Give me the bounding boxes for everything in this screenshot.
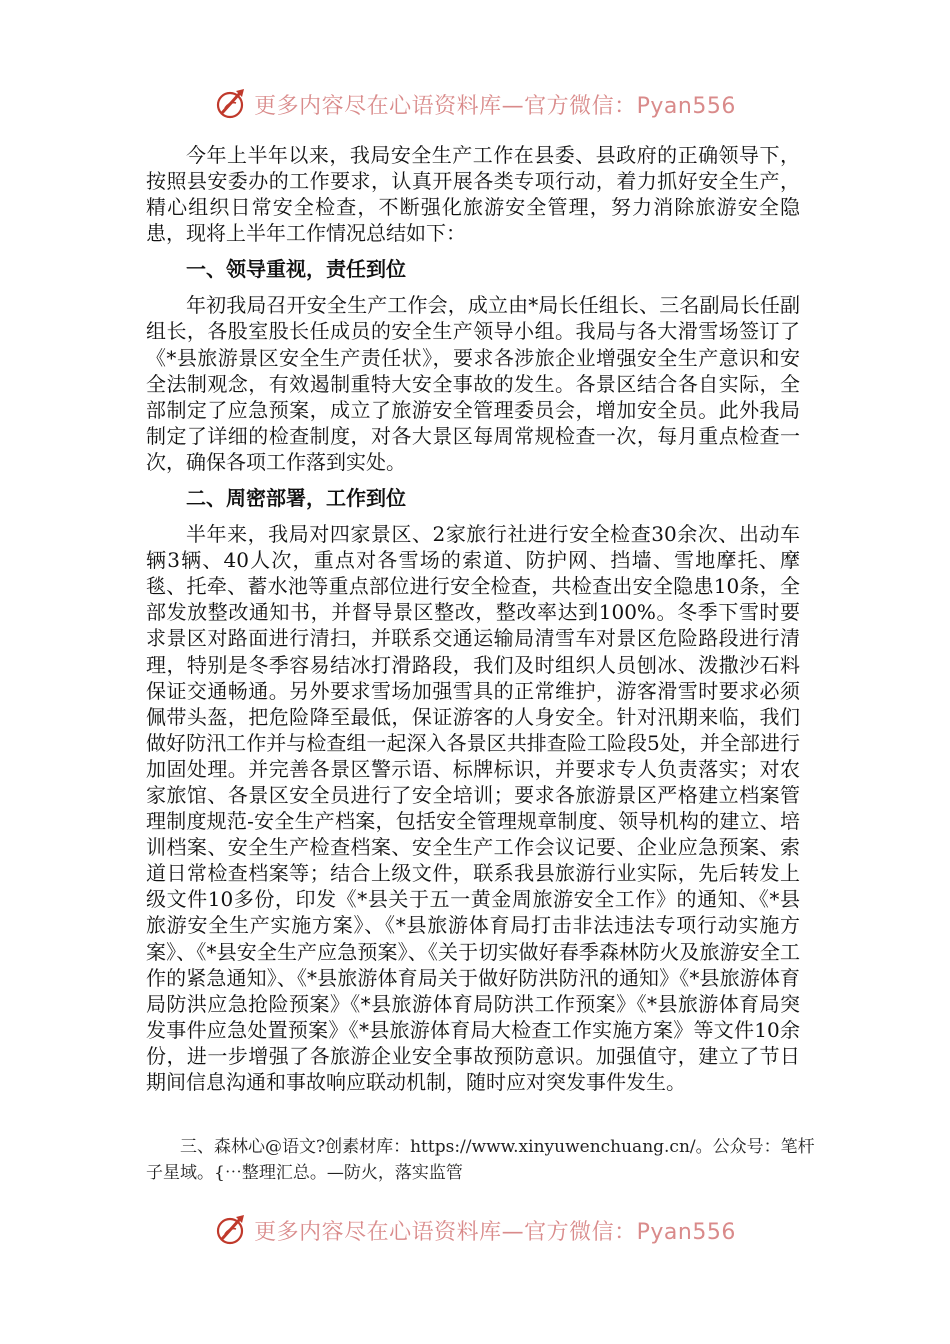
intro-paragraph: 今年上半年以来，我局安全生产工作在县委、县政府的正确领导下，按照县安委办的工作要求，认真开展各类专项行动，着力抓好安全生产，精心组织日常安全检查，不断强化旅游安全管理，努力消除旅游安全隐患，现将上半年工作情况总结如下：: [146, 143, 800, 246]
tail-paragraph: 三、森林心@语文?创素材库：https://www.xinyuwenchuang.cn/。公众号：笔杆子星域。{⋯整理汇总。—防火，落实监管: [146, 1137, 815, 1183]
pen-circle-logo-icon: [214, 1213, 248, 1247]
section-body-1: 年初我局召开安全生产工作会，成立由*局长任组长、三名副局长任副组长，各股室股长任成员的安全生产领导小组。我局与各大滑雪场签订了《*县旅游景区安全生产责任状》，要求各涉旅企业增强安全生产意识和安全法制观念，有效遏制重特大安全事故的发生。各景区结合各自实际，全部制定了应急预案，成立了旅游安全管理委员会，增加安全员。此外我局制定了详细的检查制度，对各大景区每周常规检查一次，每月重点检查一次，确保各项工作落到实处。: [146, 293, 800, 474]
pen-circle-logo-icon: [214, 87, 248, 121]
footer-banner: [0, 1210, 950, 1250]
section-body-2: 半年来，我局对四家景区、2家旅行社进行安全检查30余次、出动车辆3辆、40人次，重点对各雪场的索道、防护网、挡墙、雪地摩托、摩毯、托牵、蓄水池等重点部位进行安全检查，共检查出安全隐患10条，全部发放整改通知书，并督导景区整改，整改率达到100%。冬季下雪时要求景区对路面进行清扫，并联系交通运输局清雪车对景区危险路段进行清理，特别是冬季容易结冰打滑路段，我们及时组织人员刨冰、泼撒沙石料保证交通畅通。另外要求雪场加强雪具的正常维护，游客滑雪时要求必须佩带头盔，把危险降至最低，保证游客的人身安全。针对汛期来临，我们做好防汛工作并与检查组一起深入各景区共排查险工险段5处，并全部进行加固处理。并完善各景区警示语、标牌标识，并要求专人负责落实；对农家旅馆、各景区安全员进行了安全培训；要求各旅游景区严格建立档案管理制度规范-安全生产档案，包括安全管理规章制度、领导机构的建立、培训档案、安全生产检查档案、安全生产工作会议记要、企业应急预案、索道日常检查档案等；结合上级文件，联系我县旅游行业实际，先后转发上级文件10多份，印发《*县关于五一黄金周旅游安全工作》的通知、《*县旅游安全生产实施方案》、《*县旅游体育局打击非法违法专项行动实施方案》、《*县安全生产应急预案》、《关于切实做好春季森林防火及旅游安全工作的紧急通知》、《*县旅游体育局关于做好防洪防汛的通知》《*县旅游体育局防洪应急抢险预案》《*县旅游体育局防洪工作预案》《*县旅游体育局突发事件应急处置预案》《*县旅游体育局大检查工作实施方案》等文件10余份，进一步增强了各旅游企业安全事故预防意识。加强值守，建立了节日期间信息沟通和事故响应联动机制，随时应对突发事件发生。: [146, 522, 800, 1094]
document-body: [146, 142, 800, 1095]
section-heading-1: 一、领导重视，责任到位: [186, 257, 406, 282]
banner-text: 更多内容尽在心语资料库—官方微信：Pyan556: [254, 1219, 736, 1245]
banner-text: 更多内容尽在心语资料库—官方微信：Pyan556: [254, 93, 736, 119]
header-banner: [0, 84, 950, 124]
section-heading-2: 二、周密部署，工作到位: [186, 486, 406, 511]
